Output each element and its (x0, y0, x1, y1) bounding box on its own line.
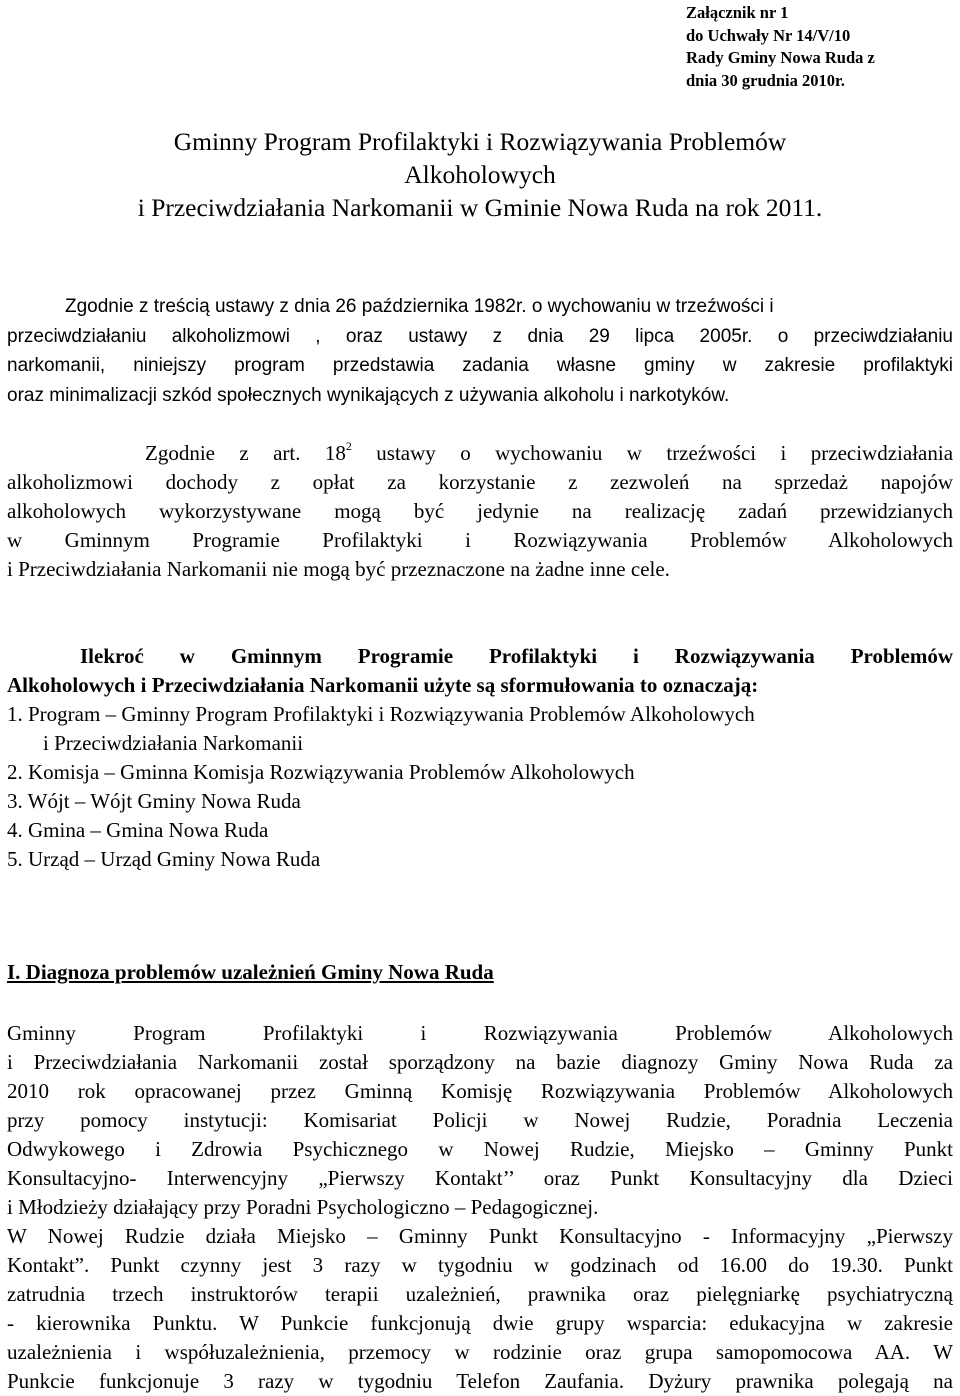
intro-paragraph (7, 292, 953, 410)
diagnosis-line: 2010 rok opracowanej przez Gminną Komisję Rozwiązywania Problemów Alkoholowych (7, 1079, 953, 1103)
diagnosis-line: przy pomocy instytucji: Komisariat Policji w Nowej Rudzie, Poradnia Leczenia (7, 1108, 953, 1132)
definitions-heading-line-1: Ilekroć w Gminnym Programie Profilaktyki i Rozwiązywania Problemów (80, 644, 953, 668)
definition-item: 4. Gmina – Gmina Nowa Ruda (7, 818, 269, 842)
intro-line-3: narkomanii, niniejszy program przedstawia zadania własne gminy w zakresie profilaktyki (7, 355, 953, 376)
art18-text-b: ustawy o wychowaniu w trzeźwości i przeciwdziałania (351, 441, 954, 465)
definition-item: 2. Komisja – Gminna Komisja Rozwiązywania Problemów Alkoholowych (7, 760, 635, 784)
title-line-3: i Przeciwdziałania Narkomanii w Gminie Nowa Ruda na rok 2011. (137, 193, 823, 222)
art18-text-a: Zgodnie z art. 18 (145, 441, 346, 465)
diagnosis-paragraph (7, 1019, 953, 1396)
definition-item-continuation: i Przeciwdziałania Narkomanii (43, 731, 304, 755)
section-heading-diagnosis: I. Diagnoza problemów uzależnień Gminy Nowa Ruda (7, 960, 494, 984)
diagnosis-line: Gminny Program Profilaktyki i Rozwiązywania Problemów Alkoholowych (7, 1021, 953, 1045)
intro-line-4: oraz minimalizacji szkód społecznych wynikających z używania alkoholu i narkotyków. (7, 384, 730, 406)
definitions-heading-line-2: Alkoholowych i Przeciwdziałania Narkomanii użyte są sformułowania to oznaczają: (7, 673, 759, 697)
intro-line-2: przeciwdziałaniu alkoholizmowi , oraz ustawy z dnia 29 lipca 2005r. o przeciwdziałaniu (7, 325, 953, 347)
diagnosis-line: Konsultacyjno- Interwencyjny „Pierwszy Kontakt’’ oraz Punkt Konsultacyjny dla Dzieci (7, 1166, 953, 1190)
diagnosis-line: zatrudnia trzech instruktorów terapii uzależnień, prawnika oraz pielęgniarkę psychiatryczną (7, 1282, 953, 1306)
definitions-heading (7, 642, 953, 700)
diagnosis-line: uzależnienia i współuzależnienia, przemocy w rodzinie oraz grupa samopomocowa AA. W (7, 1340, 953, 1364)
art18-superscript: 2 (345, 439, 352, 453)
diagnosis-line: i Młodzieży działający przy Poradni Psychologiczno – Pedagogicznej. (7, 1195, 599, 1219)
annex-note: Załącznik nr 1 do Uchwały Nr 14/V/10 Rady Gminy Nowa Ruda z dnia 30 grudnia 2010r. (686, 3, 875, 90)
definition-item: 5. Urząd – Urząd Gminy Nowa Ruda (7, 847, 321, 871)
diagnosis-line: - kierownika Punktu. W Punkcie funkcjonują dwie grupy wsparcia: edukacyjna w zakresie (7, 1311, 953, 1335)
diagnosis-line: Kontakt”. Punkt czynny jest 3 razy w tygodniu w godzinach od 16.00 do 19.30. Punkt (7, 1253, 953, 1277)
title-line-2: Alkoholowych (404, 160, 556, 189)
diagnosis-line: Punkcie funkcjonuje 3 razy w tygodniu Telefon Zaufania. Dyżury prawnika polegają na (7, 1369, 953, 1393)
definition-item: 3. Wójt – Wójt Gminy Nowa Ruda (7, 789, 301, 813)
intro-line-1: Zgodnie z treścią ustawy z dnia 26 października 1982r. o wychowaniu w trzeźwości i (65, 296, 774, 317)
diagnosis-line: i Przeciwdziałania Narkomanii został sporządzony na bazie diagnozy Gminy Nowa Ruda za (7, 1050, 953, 1074)
art18-paragraph (7, 439, 953, 584)
art18-line-1 (7, 439, 953, 468)
diagnosis-line: Odwykowego i Zdrowia Psychicznego w Nowej Rudzie, Miejsko – Gminny Punkt (7, 1137, 953, 1161)
document-title (0, 125, 960, 224)
art18-line-2: alkoholizmowi dochody z opłat za korzystanie z zezwoleń na sprzedaż napojów (7, 470, 953, 494)
definition-item: 1. Program – Gminny Program Profilaktyki i Rozwiązywania Problemów Alkoholowych (7, 702, 755, 726)
art18-line-4: w Gminnym Programie Profilaktyki i Rozwiązywania Problemów Alkoholowych (7, 528, 953, 552)
diagnosis-line: W Nowej Rudzie działa Miejsko – Gminny Punkt Konsultacyjno - Informacyjny „Pierwszy (7, 1224, 953, 1248)
art18-line-5: i Przeciwdziałania Narkomanii nie mogą być przeznaczone na żadne inne cele. (7, 557, 670, 581)
art18-line-3: alkoholowych wykorzystywane mogą być jedynie na realizację zadań przewidzianych (7, 499, 953, 523)
definitions-section (7, 642, 953, 874)
title-line-1: Gminny Program Profilaktyki i Rozwiązywania Problemów (173, 127, 787, 156)
